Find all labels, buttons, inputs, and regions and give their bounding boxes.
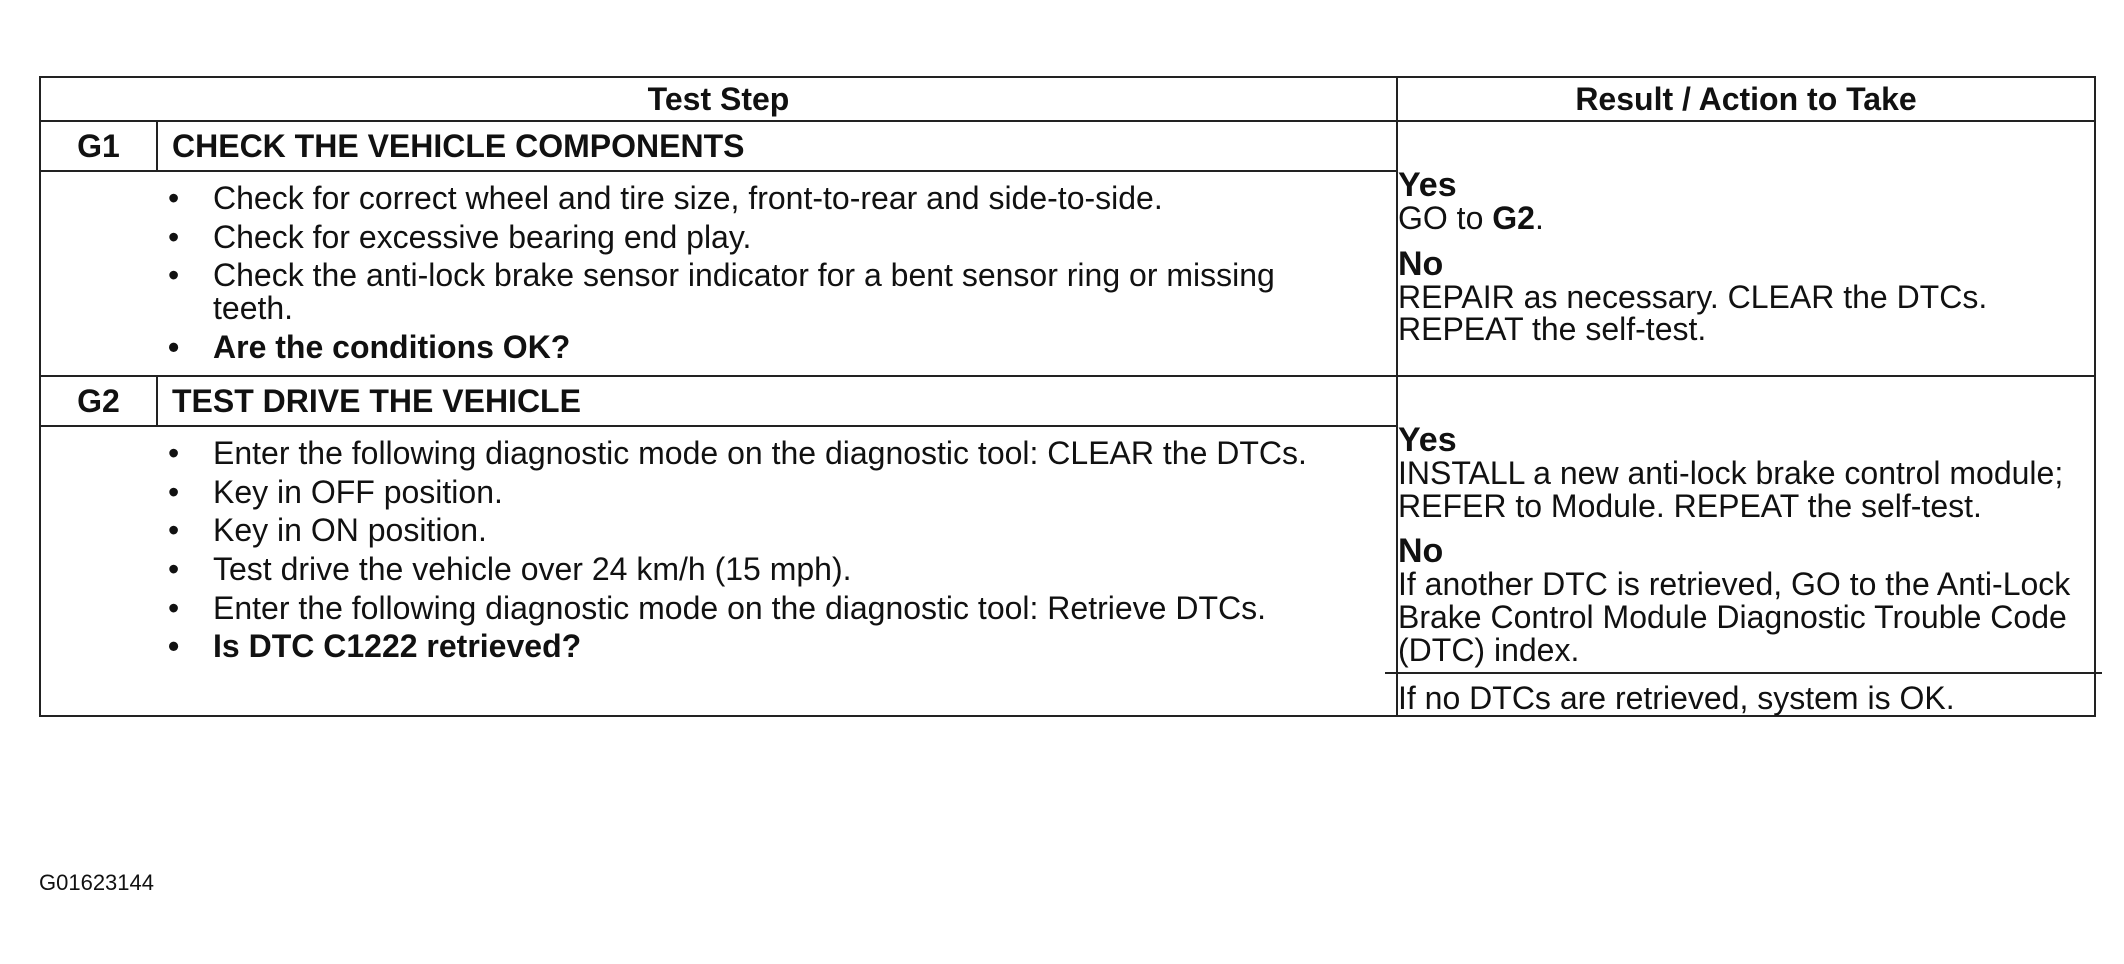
step-title: CHECK THE VEHICLE COMPONENTS [157,121,1397,171]
diagnostic-table [39,76,2096,717]
step-title: TEST DRIVE THE VEHICLE [157,376,1397,426]
list-item-question: • Is DTC C1222 retrieved? [168,628,582,665]
step-body [40,171,1397,376]
step-body [40,426,1397,716]
yes-action: INSTALL a new anti-lock brake control module; REFER to Module. REPEAT the self-test. [1398,455,2064,524]
test-step-header: Test Step [40,77,1397,121]
no-label: No [1398,244,1444,283]
figure-id: G01623144 [39,870,154,895]
list-item: • Enter the following diagnostic mode on the diagnostic tool: CLEAR the DTCs. [168,435,1307,472]
list-item: • Check the anti-lock brake sensor indicator for a bent sensor ring or missing teeth. [168,257,1275,326]
step-bullet-list [41,427,1396,675]
yes-label: Yes [1398,421,1457,460]
table-header-row [40,77,2095,121]
step-id: G1 [40,121,157,171]
step-id: G2 [40,376,157,426]
list-item: • Key in OFF position. [168,473,503,510]
result-cell [1397,376,2095,716]
list-item: • Check for correct wheel and tire size, front-to-rear and side-to-side. [168,180,1163,216]
step-bullet-list [41,172,1396,375]
step-title-row [40,121,2095,171]
yes-label: Yes [1398,166,1457,204]
list-item: • Enter the following diagnostic mode on the diagnostic tool: Retrieve DTCs. [168,589,1266,626]
list-item: • Key in ON position. [168,512,487,549]
result-cell [1397,121,2095,376]
list-item: • Check for excessive bearing end play. [168,218,752,255]
no-action-secondary: If no DTCs are retrieved, system is OK. [1385,672,2102,715]
step-title-row [40,376,2095,426]
yes-action: GO to G2. [1398,200,1544,236]
list-item: • Test drive the vehicle over 24 km/h (15 mph). [168,551,852,587]
no-label: No [1398,532,1444,571]
no-action: REPAIR as necessary. CLEAR the DTCs. REPEAT the self-test. [1398,278,1988,348]
goto-step-link: G2 [1492,200,1535,236]
no-action: If another DTC is retrieved, GO to the Anti-Lock Brake Control Module Diagnostic Trouble Code (DTC) index. [1398,566,2071,668]
result-action-header: Result / Action to Take [1397,77,2095,121]
list-item-question: • Are the conditions OK? [168,328,571,365]
